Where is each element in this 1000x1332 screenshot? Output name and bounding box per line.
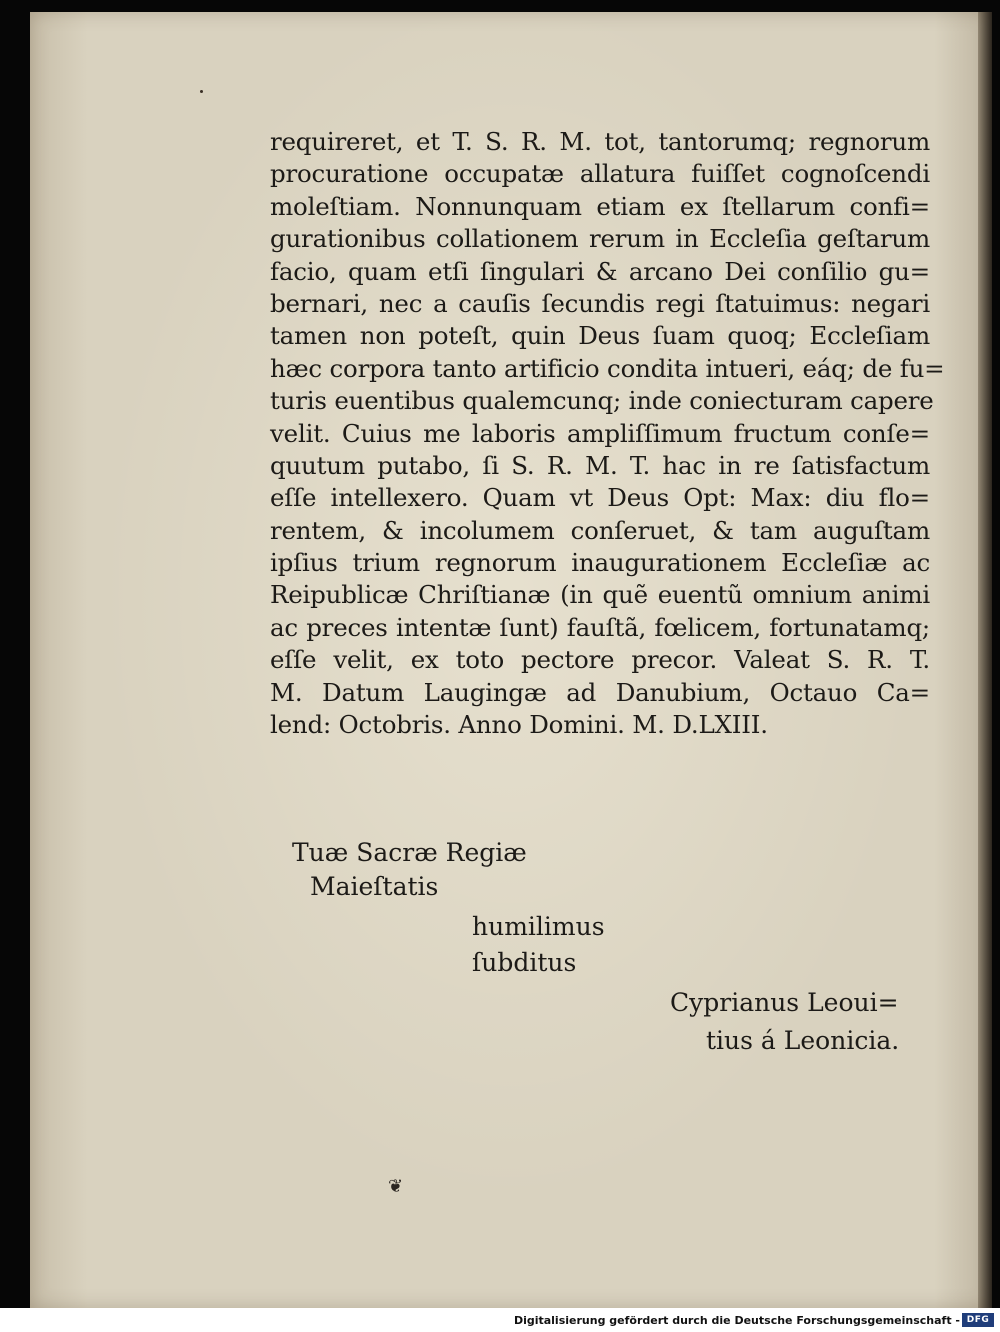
paper-speck [200, 90, 203, 93]
text-line: eſſe intellexero. Quam vt Deus Opt: Max: diu flo= [270, 483, 930, 513]
signature-name-line-2: tius á Leonicia. [706, 1026, 900, 1055]
signature-line-3: humilimus [472, 912, 605, 941]
page-gutter-shadow [978, 12, 992, 1308]
text-line: facio, quam etſi ſingulari & arcano Dei conſilio gu= [270, 256, 930, 286]
text-line: tamen non poteſt, quin Deus ſuam quoq; Eccleſiam [270, 321, 930, 351]
text-line: requireret, et T. S. R. M. tot, tantorumq; regnorum [270, 127, 930, 156]
text-line: eſſe velit, ex toto pectore precor. Valeat S. R. T. [270, 645, 930, 675]
digitization-credit: Digitalisierung gefördert durch die Deutsche Forschungsgemeinschaft - [513, 1314, 960, 1327]
text-line: bernari, nec a cauſis ſecundis regi ſtatuimus: negari [270, 288, 930, 318]
fleuron-ornament-icon: ❦ [388, 1176, 404, 1197]
text-line: M. Datum Laugingæ ad Danubium, Octauo Ca= [270, 677, 930, 707]
text-line: ac preces intentæ ſunt) fauſtã, fœlicem, fortunatamq; [270, 612, 930, 642]
text-line: velit. Cuius me laboris ampliſſimum fructum conſe= [270, 418, 930, 448]
text-line: procuratione occupatæ allatura fuiſſet cognoſcendi [270, 159, 930, 189]
text-line-last: lend: Octobris. Anno Domini. M. D.LXIII. [270, 710, 768, 740]
text-line: rentem, & incolumem conſeruet, & tam auguſtam [270, 515, 930, 545]
text-line: moleſtiam. Nonnunquam etiam ex ſtellarum confi= [270, 191, 930, 221]
text-line: ipſius trium regnorum inaugurationem Eccleſiæ ac [270, 548, 930, 578]
text-line: gurationibus collationem rerum in Eccleſia geſtarum [270, 224, 930, 254]
text-line: quutum putabo, ſi S. R. M. T. hac in re ſatisfactum [270, 450, 930, 480]
signature-name-line-1: Cyprianus Leoui= [670, 988, 899, 1017]
text-line: hæc corpora tanto artificio condita intueri, eáq; de fu= [270, 353, 945, 383]
text-line: Reipublicæ Chriſtianæ (in quẽ euentũ omnium animi [270, 580, 930, 610]
text-line: turis euentibus qualemcunq; inde coniecturam capere [270, 386, 934, 416]
body-text [270, 126, 945, 741]
signature-line-2: Maieſtatis [310, 872, 439, 901]
signature-line-4: ſubditus [472, 948, 577, 977]
dfg-logo: DFG [962, 1313, 994, 1327]
signature-line-1: Tuæ Sacræ Regiæ [292, 838, 527, 867]
